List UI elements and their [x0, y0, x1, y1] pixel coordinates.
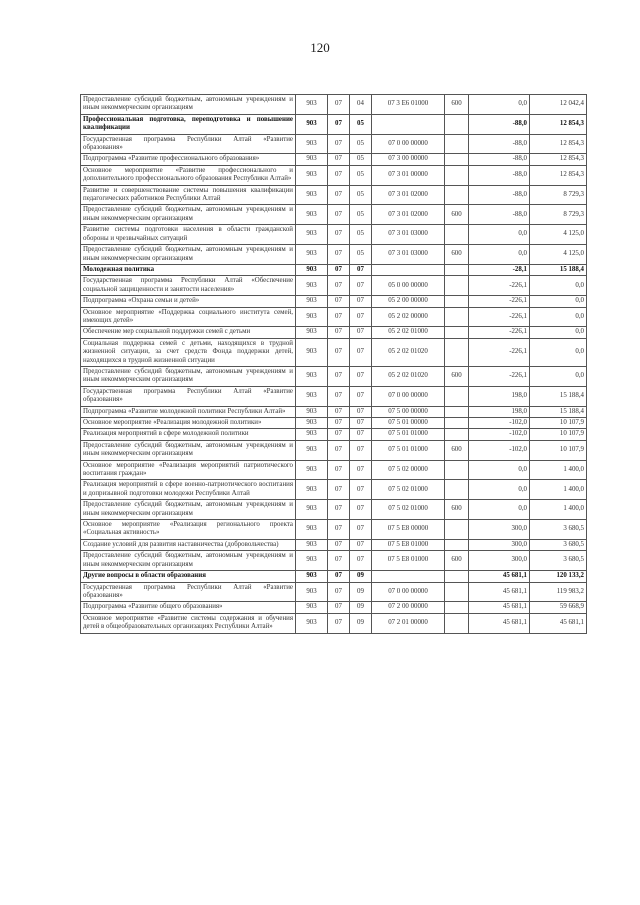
- row-subsection-code: 07: [350, 327, 372, 338]
- row-section-code: 07: [328, 338, 350, 366]
- table-row: [81, 95, 587, 115]
- table-row: [81, 296, 587, 307]
- row-name-cell: Государственная программа Республики Алтай «Развитие образования»: [81, 386, 296, 406]
- row-department-code: 903: [296, 114, 328, 134]
- row-total-amount: 12 042,4: [530, 95, 587, 115]
- row-section-code: 07: [328, 134, 350, 154]
- table-row: [81, 582, 587, 602]
- row-name-cell: Создание условий для развития наставничества (добровольчества): [81, 539, 296, 550]
- row-change-amount: 45 681,1: [469, 602, 530, 613]
- row-department-code: 903: [296, 225, 328, 245]
- row-subsection-code: 07: [350, 264, 372, 275]
- row-expense-type-code: [445, 296, 469, 307]
- row-expense-type-code: [445, 480, 469, 500]
- row-expense-type-code: [445, 582, 469, 602]
- row-name-cell: Предоставление субсидий бюджетным, автономным учреждениям и иным некоммерческим организациям: [81, 95, 296, 115]
- row-expense-type-code: [445, 539, 469, 550]
- row-target-article-code: 07 3 01 03000: [372, 225, 445, 245]
- row-total-amount: 1 400,0: [530, 480, 587, 500]
- row-expense-type-code: [445, 134, 469, 154]
- row-target-article-code: 07 5 Е8 01000: [372, 539, 445, 550]
- row-section-code: 07: [328, 500, 350, 520]
- row-expense-type-code: 600: [445, 95, 469, 115]
- row-total-amount: 12 854,3: [530, 114, 587, 134]
- row-department-code: 903: [296, 406, 328, 417]
- row-expense-type-code: 600: [445, 551, 469, 571]
- row-change-amount: -226,1: [469, 276, 530, 296]
- row-expense-type-code: [445, 114, 469, 134]
- row-change-amount: -28,1: [469, 264, 530, 275]
- row-subsection-code: 07: [350, 418, 372, 429]
- row-change-amount: 0,0: [469, 225, 530, 245]
- row-name-cell: Государственная программа Республики Алтай «Обеспечение социальной защищенности и занятости населения»: [81, 276, 296, 296]
- row-change-amount: -88,0: [469, 205, 530, 225]
- row-section-code: 07: [328, 429, 350, 440]
- row-target-article-code: 05 2 02 00000: [372, 307, 445, 327]
- row-section-code: 07: [328, 264, 350, 275]
- row-department-code: 903: [296, 264, 328, 275]
- row-section-code: 07: [328, 185, 350, 205]
- row-section-code: 07: [328, 539, 350, 550]
- row-section-code: 07: [328, 366, 350, 386]
- row-total-amount: 10 107,9: [530, 429, 587, 440]
- row-subsection-code: 09: [350, 613, 372, 633]
- row-change-amount: -102,0: [469, 440, 530, 460]
- row-name-cell: Предоставление субсидий бюджетным, автономным учреждениям и иным некоммерческим организациям: [81, 551, 296, 571]
- row-change-amount: -88,0: [469, 154, 530, 165]
- row-name-cell: Государственная программа Республики Алтай «Развитие образования»: [81, 582, 296, 602]
- row-department-code: 903: [296, 366, 328, 386]
- row-target-article-code: 05 0 00 00000: [372, 276, 445, 296]
- row-total-amount: 12 854,3: [530, 165, 587, 185]
- row-expense-type-code: [445, 154, 469, 165]
- row-name-cell: Основное мероприятие «Реализация регионального проекта «Социальная активность»: [81, 520, 296, 540]
- row-change-amount: 0,0: [469, 245, 530, 265]
- budget-table: [80, 94, 587, 634]
- row-total-amount: 15 188,4: [530, 406, 587, 417]
- row-target-article-code: 07 5 Е8 01000: [372, 551, 445, 571]
- row-subsection-code: 07: [350, 276, 372, 296]
- row-section-code: 07: [328, 95, 350, 115]
- row-department-code: 903: [296, 205, 328, 225]
- row-target-article-code: 07 3 00 00000: [372, 154, 445, 165]
- row-name-cell: Предоставление субсидий бюджетным, автономным учреждениям и иным некоммерческим организациям: [81, 205, 296, 225]
- row-department-code: 903: [296, 440, 328, 460]
- row-subsection-code: 07: [350, 440, 372, 460]
- row-total-amount: 0,0: [530, 327, 587, 338]
- row-name-cell: Основное мероприятие «Реализация молодежной политики»: [81, 418, 296, 429]
- row-section-code: 07: [328, 406, 350, 417]
- row-total-amount: 0,0: [530, 366, 587, 386]
- row-name-cell: Развитие системы подготовки населения в области гражданской обороны и чрезвычайных ситуаций: [81, 225, 296, 245]
- row-change-amount: 45 681,1: [469, 582, 530, 602]
- row-expense-type-code: 600: [445, 440, 469, 460]
- row-section-code: 07: [328, 114, 350, 134]
- table-row: [81, 460, 587, 480]
- row-expense-type-code: 600: [445, 245, 469, 265]
- row-change-amount: -226,1: [469, 327, 530, 338]
- row-department-code: 903: [296, 551, 328, 571]
- row-name-cell: Социальная поддержка семей с детьми, находящихся в трудной жизненной ситуации, за счет средств Фонда поддержки детей, находящихся в трудной жизненной ситуации: [81, 338, 296, 366]
- row-department-code: 903: [296, 134, 328, 154]
- row-department-code: 903: [296, 429, 328, 440]
- row-target-article-code: [372, 114, 445, 134]
- row-subsection-code: 09: [350, 582, 372, 602]
- row-section-code: 07: [328, 386, 350, 406]
- row-target-article-code: 07 3 01 03000: [372, 245, 445, 265]
- table-row: [81, 134, 587, 154]
- row-department-code: 903: [296, 480, 328, 500]
- row-change-amount: -226,1: [469, 296, 530, 307]
- table-row: [81, 225, 587, 245]
- row-total-amount: 0,0: [530, 276, 587, 296]
- row-change-amount: -226,1: [469, 307, 530, 327]
- row-subsection-code: 07: [350, 386, 372, 406]
- row-subsection-code: 07: [350, 480, 372, 500]
- table-row: [81, 245, 587, 265]
- row-change-amount: 300,0: [469, 551, 530, 571]
- row-name-cell: Развитие и совершенствование системы повышения квалификации педагогических работников Республики Алтай: [81, 185, 296, 205]
- row-section-code: 07: [328, 205, 350, 225]
- row-name-cell: Основное мероприятие «Развитие системы содержания и обучения детей в общеобразовательных организациях Республики Алтай»: [81, 613, 296, 633]
- row-section-code: 07: [328, 154, 350, 165]
- row-target-article-code: 05 2 02 01020: [372, 338, 445, 366]
- row-change-amount: -102,0: [469, 418, 530, 429]
- row-total-amount: 119 983,2: [530, 582, 587, 602]
- row-expense-type-code: [445, 185, 469, 205]
- table-row: [81, 327, 587, 338]
- row-total-amount: 12 854,3: [530, 134, 587, 154]
- row-name-cell: Подпрограмма «Развитие молодежной политики Республики Алтай»: [81, 406, 296, 417]
- row-total-amount: 0,0: [530, 296, 587, 307]
- row-section-code: 07: [328, 307, 350, 327]
- row-department-code: 903: [296, 613, 328, 633]
- table-row: [81, 418, 587, 429]
- row-section-code: 07: [328, 520, 350, 540]
- row-department-code: 903: [296, 571, 328, 582]
- row-total-amount: 59 668,9: [530, 602, 587, 613]
- row-subsection-code: 05: [350, 205, 372, 225]
- row-name-cell: Профессиональная подготовка, переподготовка и повышение квалификации: [81, 114, 296, 134]
- row-subsection-code: 05: [350, 245, 372, 265]
- row-target-article-code: 05 2 00 00000: [372, 296, 445, 307]
- row-change-amount: 198,0: [469, 386, 530, 406]
- row-change-amount: -226,1: [469, 338, 530, 366]
- row-department-code: 903: [296, 95, 328, 115]
- row-target-article-code: 07 2 00 00000: [372, 602, 445, 613]
- row-section-code: 07: [328, 602, 350, 613]
- row-section-code: 07: [328, 613, 350, 633]
- row-name-cell: Основное мероприятие «Реализация мероприятий патриотического воспитания граждан»: [81, 460, 296, 480]
- row-subsection-code: 07: [350, 520, 372, 540]
- row-department-code: 903: [296, 165, 328, 185]
- table-row: [81, 613, 587, 633]
- row-target-article-code: 07 5 02 01000: [372, 500, 445, 520]
- row-expense-type-code: [445, 406, 469, 417]
- row-name-cell: Реализация мероприятий в сфере военно-патриотического воспитания и допризывной подготовки молодежи Республики Алтай: [81, 480, 296, 500]
- row-total-amount: 3 680,5: [530, 520, 587, 540]
- row-total-amount: 3 680,5: [530, 551, 587, 571]
- table-row: [81, 338, 587, 366]
- row-target-article-code: 07 5 Е8 00000: [372, 520, 445, 540]
- row-department-code: 903: [296, 154, 328, 165]
- row-total-amount: 1 400,0: [530, 500, 587, 520]
- row-name-cell: Подпрограмма «Охрана семьи и детей»: [81, 296, 296, 307]
- table-row: [81, 539, 587, 550]
- row-target-article-code: 07 5 00 00000: [372, 406, 445, 417]
- row-section-code: 07: [328, 418, 350, 429]
- page-number: 120: [310, 40, 330, 55]
- row-expense-type-code: 600: [445, 500, 469, 520]
- row-name-cell: Подпрограмма «Развитие профессионального образования»: [81, 154, 296, 165]
- table-row: [81, 429, 587, 440]
- row-total-amount: 12 854,3: [530, 154, 587, 165]
- row-subsection-code: 05: [350, 154, 372, 165]
- table-row: [81, 440, 587, 460]
- row-department-code: 903: [296, 296, 328, 307]
- row-name-cell: Предоставление субсидий бюджетным, автономным учреждениям и иным некоммерческим организациям: [81, 245, 296, 265]
- row-expense-type-code: [445, 418, 469, 429]
- row-target-article-code: [372, 571, 445, 582]
- row-total-amount: 10 107,9: [530, 440, 587, 460]
- row-department-code: 903: [296, 520, 328, 540]
- row-name-cell: Предоставление субсидий бюджетным, автономным учреждениям и иным некоммерческим организациям: [81, 500, 296, 520]
- row-target-article-code: [372, 264, 445, 275]
- row-target-article-code: 05 2 02 01000: [372, 327, 445, 338]
- row-name-cell: Предоставление субсидий бюджетным, автономным учреждениям и иным некоммерческим организациям: [81, 366, 296, 386]
- row-department-code: 903: [296, 460, 328, 480]
- row-expense-type-code: [445, 165, 469, 185]
- row-change-amount: 300,0: [469, 520, 530, 540]
- row-target-article-code: 07 0 00 00000: [372, 582, 445, 602]
- row-expense-type-code: [445, 460, 469, 480]
- row-target-article-code: 07 3 01 02000: [372, 185, 445, 205]
- row-target-article-code: 07 5 02 00000: [372, 460, 445, 480]
- row-total-amount: 3 680,5: [530, 539, 587, 550]
- row-total-amount: 10 107,9: [530, 418, 587, 429]
- row-section-code: 07: [328, 165, 350, 185]
- row-change-amount: 45 681,1: [469, 571, 530, 582]
- table-row: [81, 480, 587, 500]
- row-change-amount: -88,0: [469, 134, 530, 154]
- row-name-cell: Другие вопросы в области образования: [81, 571, 296, 582]
- row-expense-type-code: 600: [445, 205, 469, 225]
- table-row: [81, 264, 587, 275]
- row-change-amount: -226,1: [469, 366, 530, 386]
- row-section-code: 07: [328, 245, 350, 265]
- row-change-amount: 0,0: [469, 95, 530, 115]
- table-row: [81, 551, 587, 571]
- row-department-code: 903: [296, 582, 328, 602]
- row-section-code: 07: [328, 571, 350, 582]
- row-total-amount: 4 125,0: [530, 225, 587, 245]
- row-target-article-code: 07 0 00 00000: [372, 134, 445, 154]
- row-section-code: 07: [328, 582, 350, 602]
- table-row: [81, 154, 587, 165]
- row-total-amount: 15 188,4: [530, 264, 587, 275]
- table-row: [81, 571, 587, 582]
- row-target-article-code: 07 3 Е6 01000: [372, 95, 445, 115]
- row-name-cell: Предоставление субсидий бюджетным, автономным учреждениям и иным некоммерческим организациям: [81, 440, 296, 460]
- row-subsection-code: 07: [350, 296, 372, 307]
- table-row: [81, 520, 587, 540]
- row-total-amount: 120 133,2: [530, 571, 587, 582]
- row-target-article-code: 07 5 02 01000: [372, 480, 445, 500]
- row-change-amount: -88,0: [469, 165, 530, 185]
- row-expense-type-code: [445, 225, 469, 245]
- row-expense-type-code: [445, 327, 469, 338]
- row-subsection-code: 07: [350, 307, 372, 327]
- row-total-amount: 0,0: [530, 338, 587, 366]
- row-department-code: 903: [296, 338, 328, 366]
- row-change-amount: 0,0: [469, 480, 530, 500]
- row-subsection-code: 05: [350, 165, 372, 185]
- row-name-cell: Реализация мероприятий в сфере молодежной политики: [81, 429, 296, 440]
- row-target-article-code: 07 5 01 01000: [372, 429, 445, 440]
- row-target-article-code: 07 0 00 00000: [372, 386, 445, 406]
- row-department-code: 903: [296, 245, 328, 265]
- row-total-amount: 4 125,0: [530, 245, 587, 265]
- row-expense-type-code: [445, 520, 469, 540]
- table-row: [81, 602, 587, 613]
- row-subsection-code: 07: [350, 429, 372, 440]
- table-row: [81, 205, 587, 225]
- row-name-cell: Молодежная политика: [81, 264, 296, 275]
- row-department-code: 903: [296, 307, 328, 327]
- row-section-code: 07: [328, 440, 350, 460]
- row-subsection-code: 07: [350, 539, 372, 550]
- row-section-code: 07: [328, 225, 350, 245]
- row-subsection-code: 07: [350, 460, 372, 480]
- row-name-cell: Государственная программа Республики Алтай «Развитие образования»: [81, 134, 296, 154]
- row-section-code: 07: [328, 276, 350, 296]
- table-row: [81, 406, 587, 417]
- row-total-amount: 8 729,3: [530, 185, 587, 205]
- row-name-cell: Основное мероприятие «Развитие профессионального и дополнительного профессионального образования Республики Алтай»: [81, 165, 296, 185]
- row-expense-type-code: [445, 613, 469, 633]
- row-target-article-code: 07 3 01 02000: [372, 205, 445, 225]
- row-target-article-code: 07 2 01 00000: [372, 613, 445, 633]
- row-target-article-code: 07 5 01 01000: [372, 440, 445, 460]
- row-target-article-code: 07 5 01 00000: [372, 418, 445, 429]
- table-row: [81, 165, 587, 185]
- row-expense-type-code: [445, 602, 469, 613]
- row-target-article-code: 05 2 02 01020: [372, 366, 445, 386]
- row-section-code: 07: [328, 296, 350, 307]
- table-row: [81, 114, 587, 134]
- row-department-code: 903: [296, 327, 328, 338]
- row-change-amount: 0,0: [469, 500, 530, 520]
- row-subsection-code: 07: [350, 406, 372, 417]
- row-subsection-code: 05: [350, 225, 372, 245]
- row-change-amount: 198,0: [469, 406, 530, 417]
- row-expense-type-code: [445, 386, 469, 406]
- table-row: [81, 185, 587, 205]
- row-expense-type-code: [445, 338, 469, 366]
- row-department-code: 903: [296, 602, 328, 613]
- row-department-code: 903: [296, 185, 328, 205]
- row-subsection-code: 07: [350, 366, 372, 386]
- row-department-code: 903: [296, 500, 328, 520]
- row-total-amount: 8 729,3: [530, 205, 587, 225]
- row-subsection-code: 05: [350, 134, 372, 154]
- row-expense-type-code: [445, 264, 469, 275]
- row-expense-type-code: [445, 307, 469, 327]
- row-name-cell: Обеспечение мер социальной поддержки семей с детьми: [81, 327, 296, 338]
- row-target-article-code: 07 3 01 00000: [372, 165, 445, 185]
- row-name-cell: Основное мероприятие «Поддержка социального института семей, имеющих детей»: [81, 307, 296, 327]
- row-name-cell: Подпрограмма «Развитие общего образования»: [81, 602, 296, 613]
- row-change-amount: 45 681,1: [469, 613, 530, 633]
- row-department-code: 903: [296, 539, 328, 550]
- table-row: [81, 386, 587, 406]
- row-total-amount: 0,0: [530, 307, 587, 327]
- table-row: [81, 500, 587, 520]
- row-change-amount: -102,0: [469, 429, 530, 440]
- table-row: [81, 276, 587, 296]
- row-change-amount: -88,0: [469, 114, 530, 134]
- row-subsection-code: 09: [350, 602, 372, 613]
- table-row: [81, 366, 587, 386]
- row-section-code: 07: [328, 551, 350, 571]
- row-subsection-code: 07: [350, 551, 372, 571]
- row-change-amount: -88,0: [469, 185, 530, 205]
- row-department-code: 903: [296, 386, 328, 406]
- row-section-code: 07: [328, 460, 350, 480]
- row-subsection-code: 05: [350, 185, 372, 205]
- row-department-code: 903: [296, 418, 328, 429]
- table-row: [81, 307, 587, 327]
- row-subsection-code: 04: [350, 95, 372, 115]
- row-expense-type-code: 600: [445, 366, 469, 386]
- row-total-amount: 1 400,0: [530, 460, 587, 480]
- row-section-code: 07: [328, 480, 350, 500]
- row-change-amount: 300,0: [469, 539, 530, 550]
- row-expense-type-code: [445, 276, 469, 296]
- row-subsection-code: 05: [350, 114, 372, 134]
- row-total-amount: 15 188,4: [530, 386, 587, 406]
- row-department-code: 903: [296, 276, 328, 296]
- row-expense-type-code: [445, 571, 469, 582]
- row-subsection-code: 07: [350, 500, 372, 520]
- row-change-amount: 0,0: [469, 460, 530, 480]
- row-expense-type-code: [445, 429, 469, 440]
- row-total-amount: 45 681,1: [530, 613, 587, 633]
- row-subsection-code: 07: [350, 338, 372, 366]
- row-subsection-code: 09: [350, 571, 372, 582]
- row-section-code: 07: [328, 327, 350, 338]
